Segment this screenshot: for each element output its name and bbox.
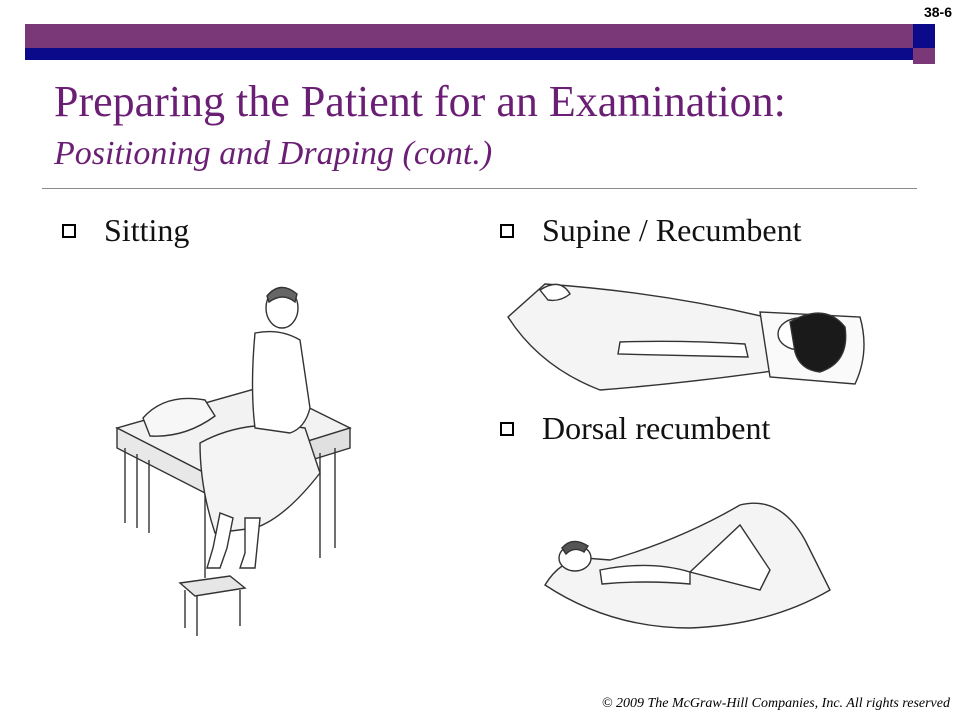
bullet-sitting bbox=[62, 212, 189, 249]
bullet-sitting-label: Sitting bbox=[104, 212, 190, 248]
bullet-box-icon bbox=[62, 224, 76, 238]
bullet-box-icon bbox=[500, 422, 514, 436]
copyright-footer: © 2009 The McGraw-Hill Companies, Inc. All rights reserved bbox=[601, 696, 950, 711]
header-bar-blue bbox=[25, 48, 913, 60]
header-corner-purple bbox=[913, 48, 935, 64]
supine-patient-illustration bbox=[500, 272, 880, 402]
header-bar-purple bbox=[25, 24, 913, 48]
bullet-dorsal-label: Dorsal recumbent bbox=[542, 410, 771, 446]
slide-title bbox=[54, 78, 924, 178]
bullet-supine-label: Supine / Recumbent bbox=[542, 212, 802, 248]
slide-number: 38-6 bbox=[923, 4, 952, 20]
title-main: Preparing the Patient for an Examination: bbox=[54, 77, 786, 126]
bullet-dorsal bbox=[500, 410, 770, 447]
sitting-patient-illustration bbox=[105, 278, 355, 638]
title-subtitle: Positioning and Draping (cont.) bbox=[54, 135, 493, 172]
dorsal-recumbent-illustration bbox=[540, 500, 840, 635]
bullet-box-icon bbox=[500, 224, 514, 238]
title-divider bbox=[42, 188, 917, 189]
bullet-supine bbox=[500, 212, 802, 249]
